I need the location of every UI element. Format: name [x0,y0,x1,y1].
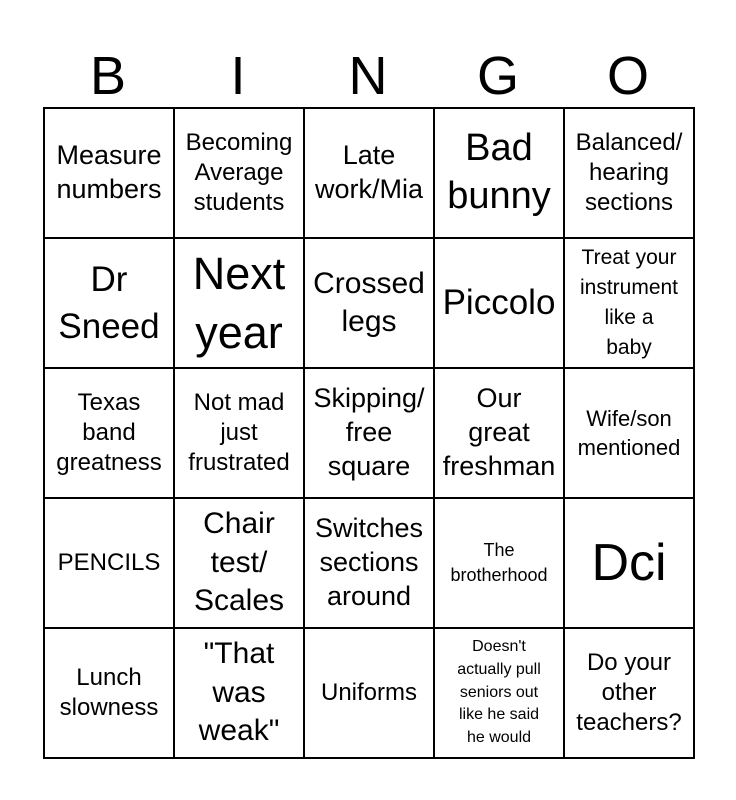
bingo-cell[interactable] [565,499,695,629]
cell-label: Not mad just frustrated [188,388,290,477]
bingo-cell[interactable] [435,369,565,499]
bingo-cell[interactable] [305,109,435,239]
cell-label: Bad bunny [447,127,551,217]
cell-label: Wife/son mentioned [577,405,681,460]
bingo-cell[interactable] [305,239,435,369]
bingo-cell[interactable] [45,109,175,239]
bingo-cell[interactable] [305,629,435,759]
bingo-cell[interactable] [435,239,565,369]
bingo-header [43,44,693,108]
cell-label: PENCILS [57,548,161,576]
cell-label: Measure numbers [56,140,162,204]
bingo-cell[interactable] [305,499,435,629]
cell-label: Treat your instrument like a baby [579,246,679,359]
bingo-cell[interactable] [175,369,305,499]
cell-label: Late work/Mia [314,140,423,204]
bingo-cell[interactable] [565,369,695,499]
cell-label: Chair test/ Scales [193,507,285,618]
bingo-cell[interactable] [435,499,565,629]
bingo-cell[interactable] [565,629,695,759]
cell-label: "That was weak" [198,637,280,748]
bingo-cell[interactable] [45,629,175,759]
bingo-cell[interactable] [45,369,175,499]
bingo-cell[interactable] [435,629,565,759]
cell-label: Dci [591,533,667,592]
bingo-cell[interactable] [175,109,305,239]
cell-label: Texas band greatness [56,388,162,477]
cell-label: Do your other teachers? [576,648,682,737]
cell-label: Dr Sneed [58,259,160,346]
bingo-cell[interactable] [175,499,305,629]
bingo-cell[interactable] [45,239,175,369]
cell-label: Doesn't actually pull seniors out like he said he would [457,638,541,747]
bingo-cell[interactable] [45,499,175,629]
bingo-board [43,107,695,759]
bingo-cell[interactable] [435,109,565,239]
cell-label: The brotherhood [450,539,548,585]
header-letter-g: G [476,46,519,106]
header-letter-n: N [348,46,388,106]
cell-label: Becoming Average students [185,128,293,217]
cell-label: Lunch slowness [59,663,159,721]
header-letter-i: I [230,46,246,106]
cell-label: Crossed legs [313,266,425,338]
header-letter-o: O [606,46,649,106]
bingo-cell[interactable] [175,629,305,759]
cell-label: Our great freshman [442,383,556,481]
bingo-cell[interactable] [565,109,695,239]
bingo-cell[interactable] [305,369,435,499]
cell-label: Next year [192,247,286,358]
bingo-cell[interactable] [565,239,695,369]
header-letter-b: B [89,46,127,106]
cell-label: Switches sections around [314,513,424,611]
cell-label: Balanced/ hearing sections [575,128,683,217]
bingo-cell[interactable] [175,239,305,369]
cell-label: Piccolo [442,283,556,323]
cell-label: Uniforms [320,678,417,706]
cell-label: Skipping/ free square [313,383,425,481]
